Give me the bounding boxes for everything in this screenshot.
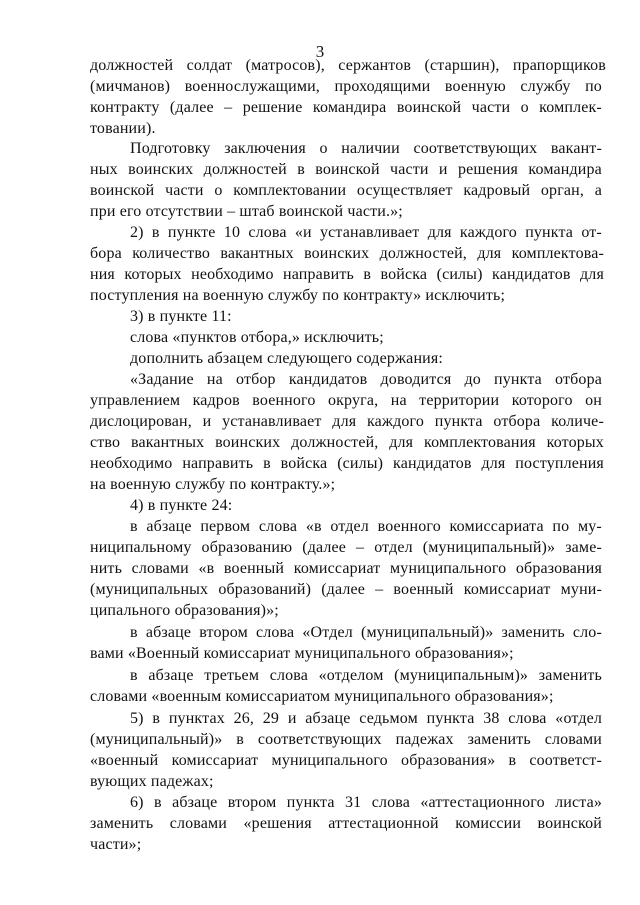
word: округа, bbox=[327, 392, 379, 409]
word: устанавливает bbox=[320, 224, 420, 241]
word: (старшин), bbox=[424, 57, 500, 74]
word: воинских bbox=[304, 245, 370, 262]
text-line bbox=[130, 517, 602, 537]
word: отбора bbox=[555, 371, 602, 388]
word: образования bbox=[515, 560, 602, 577]
word: о bbox=[319, 140, 328, 157]
word: пункта bbox=[434, 413, 483, 430]
word: абзаце bbox=[305, 710, 351, 727]
word: и bbox=[287, 710, 297, 727]
word: для bbox=[427, 224, 452, 241]
word: слова bbox=[269, 667, 309, 684]
word: которых bbox=[546, 434, 604, 451]
word: «Отдел bbox=[302, 624, 353, 641]
text-line bbox=[90, 160, 602, 180]
word: заме- bbox=[565, 539, 602, 556]
word: «решения bbox=[243, 815, 312, 832]
text-line: части»; bbox=[90, 836, 142, 853]
word: устанавливает bbox=[222, 413, 322, 430]
text-line bbox=[130, 709, 602, 729]
text-line: дополнить абзацем следующего содержания: bbox=[130, 350, 443, 367]
word: службу bbox=[520, 78, 571, 95]
word: каждого bbox=[366, 413, 425, 430]
word: «Задание bbox=[130, 371, 194, 388]
word: (мичманов) bbox=[90, 78, 171, 95]
word: листа» bbox=[555, 794, 602, 811]
text-line: ципального образования)»; bbox=[90, 602, 279, 619]
text-line bbox=[90, 98, 602, 118]
word: пункта bbox=[286, 794, 335, 811]
word: отбор bbox=[236, 371, 276, 388]
word: которого bbox=[511, 392, 573, 409]
text-line bbox=[90, 56, 606, 76]
text-line: вующих падежах; bbox=[90, 773, 214, 790]
word: части bbox=[471, 99, 511, 116]
word: «в bbox=[305, 518, 322, 535]
word: абзаце bbox=[146, 518, 192, 535]
word: контракту bbox=[90, 99, 160, 116]
text-line: товании). bbox=[90, 120, 156, 137]
word: ниципальному bbox=[90, 539, 192, 556]
word: 10 bbox=[223, 224, 241, 241]
text-line bbox=[130, 223, 602, 243]
word: а bbox=[594, 182, 602, 199]
word: «отделом bbox=[318, 667, 384, 684]
word: слова bbox=[258, 518, 298, 535]
word: для bbox=[477, 245, 502, 262]
word: командира bbox=[528, 161, 602, 178]
word: в bbox=[151, 224, 160, 241]
word: части bbox=[390, 161, 429, 178]
text-line bbox=[130, 793, 602, 813]
word: бора bbox=[90, 245, 122, 262]
word: комиссариат bbox=[463, 581, 551, 598]
word: он bbox=[585, 392, 602, 409]
word: заменить bbox=[467, 731, 531, 748]
word: кандидатов bbox=[393, 455, 472, 472]
text-line bbox=[90, 77, 602, 97]
word: комиссариата bbox=[449, 518, 544, 535]
word: комплектова- bbox=[511, 245, 604, 262]
word: – bbox=[356, 539, 365, 556]
word: пунктах bbox=[168, 710, 225, 727]
word: должностей, bbox=[291, 434, 379, 451]
text-line bbox=[130, 666, 602, 686]
word: войска bbox=[380, 266, 428, 283]
word: по bbox=[585, 78, 602, 95]
word: слова bbox=[256, 624, 295, 641]
word: в bbox=[130, 518, 138, 535]
word: отдел bbox=[374, 539, 413, 556]
text-line: при его отсутствии – штаб воинской части.»; bbox=[90, 203, 403, 220]
word: воинских bbox=[215, 434, 281, 451]
word: необходимо bbox=[191, 266, 274, 283]
word: сло- bbox=[572, 624, 602, 641]
word: дислоцирован, bbox=[90, 413, 192, 430]
word: пункта bbox=[494, 371, 542, 388]
word: 6) bbox=[130, 794, 144, 811]
word: седьмом bbox=[359, 710, 418, 727]
word: командира bbox=[312, 99, 387, 116]
text-line bbox=[90, 244, 604, 264]
word: заменить bbox=[538, 667, 602, 684]
word: третьем bbox=[204, 667, 260, 684]
word: «отдел bbox=[555, 710, 602, 727]
word: (муниципальных bbox=[90, 581, 209, 598]
word: – bbox=[375, 581, 384, 598]
word: вакантных bbox=[220, 245, 294, 262]
word: на bbox=[206, 371, 223, 388]
text-line bbox=[90, 412, 604, 432]
word: части bbox=[165, 182, 204, 199]
word: пункте bbox=[167, 224, 216, 241]
word: первом bbox=[200, 518, 251, 535]
text-line bbox=[90, 559, 602, 579]
word: 29 bbox=[262, 710, 280, 727]
word: слова bbox=[371, 794, 410, 811]
text-line: словами «военным комиссариатом муниципального образования»; bbox=[90, 688, 554, 705]
word: должностей bbox=[90, 57, 174, 74]
word: слова bbox=[508, 710, 547, 727]
word: для bbox=[481, 455, 506, 472]
word: от- bbox=[581, 224, 602, 241]
word: (муниципальным)» bbox=[394, 667, 529, 684]
word: военную bbox=[444, 78, 506, 95]
word: которых bbox=[124, 266, 182, 283]
word: образований) bbox=[218, 581, 312, 598]
word: аттестационной bbox=[328, 815, 439, 832]
word: комиссариат bbox=[293, 560, 381, 577]
word: отбора bbox=[493, 413, 541, 430]
text-line bbox=[90, 538, 602, 558]
word: каждого bbox=[459, 224, 517, 241]
word: (муниципальный)» bbox=[361, 624, 494, 641]
text-line: вами «Военный комиссариат муниципального образования»; bbox=[90, 645, 514, 662]
text-line bbox=[90, 391, 602, 411]
word: втором bbox=[199, 624, 248, 641]
word: (силы) bbox=[337, 455, 384, 472]
text-line bbox=[90, 730, 602, 750]
word: «военный bbox=[90, 752, 159, 769]
word: 31 bbox=[345, 794, 362, 811]
word: комиссии bbox=[455, 815, 522, 832]
word: в bbox=[130, 667, 138, 684]
word: поступления bbox=[515, 455, 604, 472]
word: слова bbox=[248, 224, 287, 241]
text-line: поступления на военную службу по контракту» исключить; bbox=[90, 287, 506, 304]
word: (далее bbox=[169, 99, 214, 116]
word: «аттестационного bbox=[420, 794, 545, 811]
word: вакантных bbox=[130, 434, 205, 451]
word: в bbox=[508, 752, 517, 769]
word: соответст- bbox=[529, 752, 602, 769]
word: заключения bbox=[224, 140, 306, 157]
word: военный bbox=[393, 581, 454, 598]
word: в bbox=[152, 710, 161, 727]
word: в bbox=[236, 731, 244, 748]
word: (силы) bbox=[436, 266, 483, 283]
word: должностей bbox=[203, 161, 287, 178]
word: ство bbox=[90, 434, 121, 451]
word: для bbox=[389, 434, 414, 451]
word: кандидатов bbox=[288, 371, 368, 388]
word: направить bbox=[182, 455, 254, 472]
word: образования» bbox=[401, 752, 496, 769]
word: доводится bbox=[380, 371, 452, 388]
word: и bbox=[438, 161, 448, 178]
word: в bbox=[130, 624, 138, 641]
word: количе- bbox=[551, 413, 604, 430]
word: Подготовку bbox=[130, 140, 211, 157]
word: количество bbox=[132, 245, 211, 262]
text-line bbox=[90, 454, 604, 474]
word: комиссариат bbox=[171, 752, 259, 769]
text-line bbox=[90, 580, 602, 600]
word: орган, bbox=[540, 182, 585, 199]
word: заменить bbox=[90, 815, 154, 832]
word: (матросов), bbox=[245, 57, 325, 74]
text-line bbox=[90, 751, 602, 771]
word: кандидатов bbox=[492, 266, 571, 283]
text-line bbox=[130, 370, 602, 390]
word: прапорщиков bbox=[512, 57, 606, 74]
word: словами bbox=[169, 815, 228, 832]
word: в bbox=[263, 455, 271, 472]
word: солдат bbox=[186, 57, 233, 74]
text-line bbox=[90, 814, 602, 834]
word: комплек- bbox=[539, 99, 602, 116]
word: (муниципальный)» bbox=[422, 539, 556, 556]
word: ния bbox=[90, 266, 115, 283]
text-line: 4) в пункте 24: bbox=[130, 497, 233, 514]
word: комплектования bbox=[424, 434, 536, 451]
word: решение bbox=[242, 99, 303, 116]
word: и bbox=[202, 413, 212, 430]
word: воинской bbox=[90, 182, 155, 199]
word: необходимо bbox=[90, 455, 173, 472]
word: 5) bbox=[130, 710, 144, 727]
word: 38 bbox=[483, 710, 500, 727]
word: на bbox=[390, 392, 407, 409]
text-line bbox=[130, 623, 602, 643]
word: направить bbox=[283, 266, 354, 283]
word: абзаце bbox=[145, 624, 192, 641]
word: абзаце bbox=[172, 794, 218, 811]
word: образованию bbox=[201, 539, 293, 556]
text-line bbox=[130, 139, 602, 159]
word: 2) bbox=[130, 224, 144, 241]
word: для bbox=[580, 266, 604, 283]
word: му- bbox=[577, 518, 602, 535]
word: проходящими bbox=[334, 78, 431, 95]
word: словами bbox=[544, 731, 602, 748]
word: военного bbox=[377, 518, 441, 535]
word: кадров bbox=[192, 392, 240, 409]
word: воинской bbox=[537, 815, 602, 832]
word: сержантов bbox=[338, 57, 412, 74]
word: соответствующих bbox=[413, 140, 538, 157]
word: (далее bbox=[321, 581, 365, 598]
word: осуществляет bbox=[356, 182, 453, 199]
word: ных bbox=[90, 161, 118, 178]
word: – bbox=[224, 99, 233, 116]
word: нить bbox=[90, 560, 123, 577]
word: пункта bbox=[426, 710, 475, 727]
word: 26, bbox=[233, 710, 255, 727]
word: комплектовании bbox=[233, 182, 347, 199]
word: соответствующих bbox=[257, 731, 382, 748]
word: до bbox=[464, 371, 481, 388]
word: в bbox=[363, 266, 372, 283]
word: воинской bbox=[396, 99, 462, 116]
word: «и bbox=[294, 224, 312, 241]
word: должностей, bbox=[379, 245, 467, 262]
text-line bbox=[90, 433, 604, 453]
word: (муниципальный)» bbox=[90, 731, 223, 748]
word: наличии bbox=[341, 140, 400, 157]
word: вакант- bbox=[550, 140, 602, 157]
word: муни- bbox=[560, 581, 602, 598]
word: по bbox=[552, 518, 570, 535]
text-line bbox=[90, 265, 604, 285]
word: военный bbox=[223, 560, 285, 577]
word: «в bbox=[198, 560, 215, 577]
word: военного bbox=[252, 392, 316, 409]
word: военнослужащими, bbox=[184, 78, 320, 95]
word: решения bbox=[457, 161, 519, 178]
text-line: на военную службу по контракту.»; bbox=[90, 476, 336, 493]
word: муниципального bbox=[390, 560, 507, 577]
page-number: 3 bbox=[315, 42, 325, 61]
word: о bbox=[214, 182, 223, 199]
word: воинских bbox=[128, 161, 194, 178]
text-line: 3) в пункте 11: bbox=[130, 308, 232, 325]
word: управлением bbox=[90, 392, 181, 409]
word: муниципального bbox=[271, 752, 388, 769]
word: в bbox=[154, 794, 162, 811]
word: абзаце bbox=[148, 667, 194, 684]
word: войска bbox=[280, 455, 328, 472]
word: о bbox=[520, 99, 529, 116]
word: отдел bbox=[330, 518, 369, 535]
word: пункта bbox=[525, 224, 574, 241]
word: заменить bbox=[501, 624, 565, 641]
word: падежах bbox=[395, 731, 454, 748]
word: кадровый bbox=[463, 182, 531, 199]
word: втором bbox=[227, 794, 277, 811]
word: территории bbox=[419, 392, 500, 409]
word: для bbox=[332, 413, 357, 430]
word: воинской bbox=[315, 161, 380, 178]
text-line bbox=[90, 181, 602, 201]
word: словами bbox=[131, 560, 189, 577]
text-line: слова «пунктов отбора,» исключить; bbox=[130, 329, 384, 346]
word: в bbox=[297, 161, 305, 178]
word: (далее bbox=[302, 539, 347, 556]
